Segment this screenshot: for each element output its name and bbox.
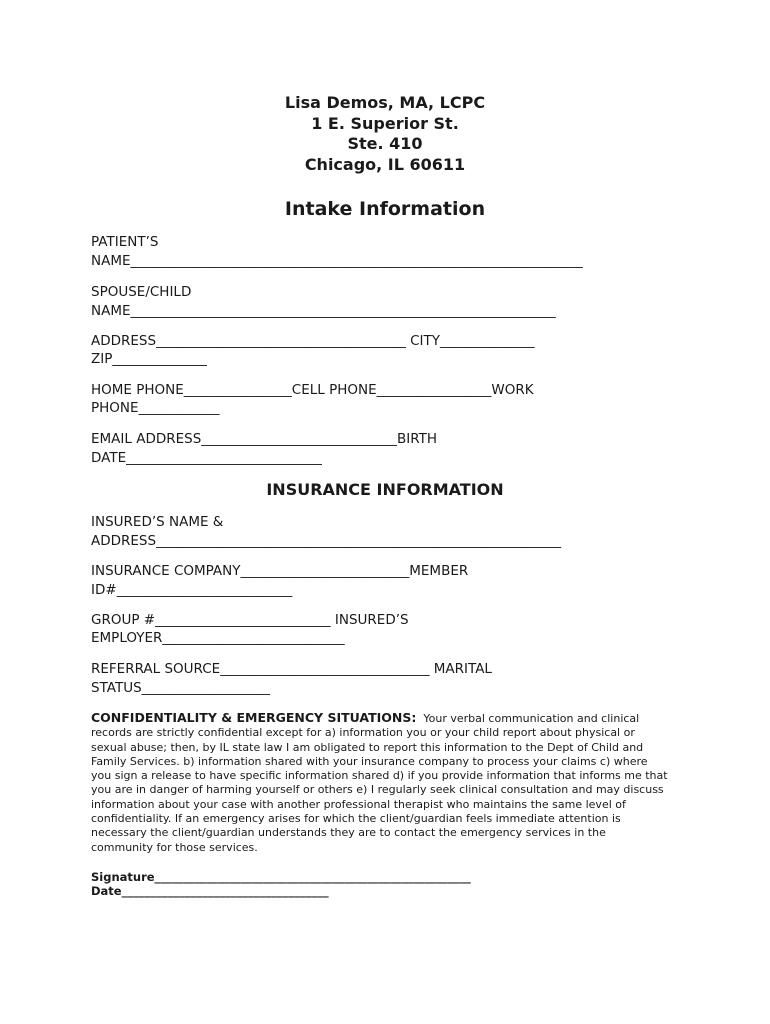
confidentiality-notice xyxy=(91,711,671,855)
city-state-zip: Chicago, IL 60611 xyxy=(304,154,466,174)
insured-address-field[interactable]: ADDRESS____________________________________________________________ xyxy=(91,533,562,549)
spouse-child-name-field[interactable]: NAME_______________________________________________________________ xyxy=(91,303,556,319)
patient-name-label: PATIENT’S xyxy=(91,234,159,250)
marital-status-field[interactable]: STATUS___________________ xyxy=(91,680,270,696)
spouse-child-label: SPOUSE/CHILD xyxy=(91,284,192,300)
insurance-section-title: INSURANCE INFORMATION xyxy=(266,480,504,499)
employer-field[interactable]: EMPLOYER___________________________ xyxy=(91,630,345,646)
confidentiality-body: Your verbal communication and clinical records are strictly confidential except for a) information you or your child report about physical or sexual abuse; then, by IL state law I am obligated to report this information to the Dept of Child and Family Services. b) information shared with your insurance company to process your claims c) where you sign a release to have specific information shared d) if you provide information that informs me that you are in danger of harming yourself or others e) I regularly seek clinical consultation and may discuss information about your case with another professional therapist who maintains the same level of confidentiality. If an emergency arises for which the client/guardian feels immediate attention is necessary the client/guardian understands they are to contact the emergency services in the community for those services. xyxy=(91,712,668,854)
group-number-field[interactable]: GROUP #__________________________ INSURED’S xyxy=(91,612,409,628)
address-city-field[interactable]: ADDRESS_____________________________________ CITY______________ xyxy=(91,333,535,349)
zip-field[interactable]: ZIP______________ xyxy=(91,351,207,367)
form-title: Intake Information xyxy=(284,198,486,220)
street-address: 1 E. Superior St. xyxy=(311,113,459,133)
practitioner-name: Lisa Demos, MA, LCPC xyxy=(284,93,486,112)
suite-number: Ste. 410 xyxy=(347,134,423,153)
confidentiality-heading: CONFIDENTIALITY & EMERGENCY SITUATIONS: xyxy=(91,710,417,725)
patient-name-field[interactable]: NAME___________________________________________________________________ xyxy=(91,253,583,269)
work-phone-field[interactable]: PHONE____________ xyxy=(91,400,220,416)
member-id-field[interactable]: ID#__________________________ xyxy=(91,582,293,598)
signature-field[interactable]: Signature_______________________________________________________ xyxy=(91,870,471,884)
date-field[interactable]: Date____________________________________ xyxy=(91,884,329,898)
insured-name-label: INSURED’S NAME & xyxy=(91,514,224,530)
referral-source-field[interactable]: REFERRAL SOURCE_______________________________ MARITAL xyxy=(91,661,492,677)
email-birth-field[interactable]: EMAIL ADDRESS_____________________________BIRTH xyxy=(91,431,438,447)
practice-header xyxy=(0,93,770,175)
insurance-company-field[interactable]: INSURANCE COMPANY_________________________MEMBER xyxy=(91,563,469,579)
phones-field[interactable]: HOME PHONE________________CELL PHONE_________________WORK xyxy=(91,382,534,398)
birth-date-field[interactable]: DATE_____________________________ xyxy=(91,450,322,466)
